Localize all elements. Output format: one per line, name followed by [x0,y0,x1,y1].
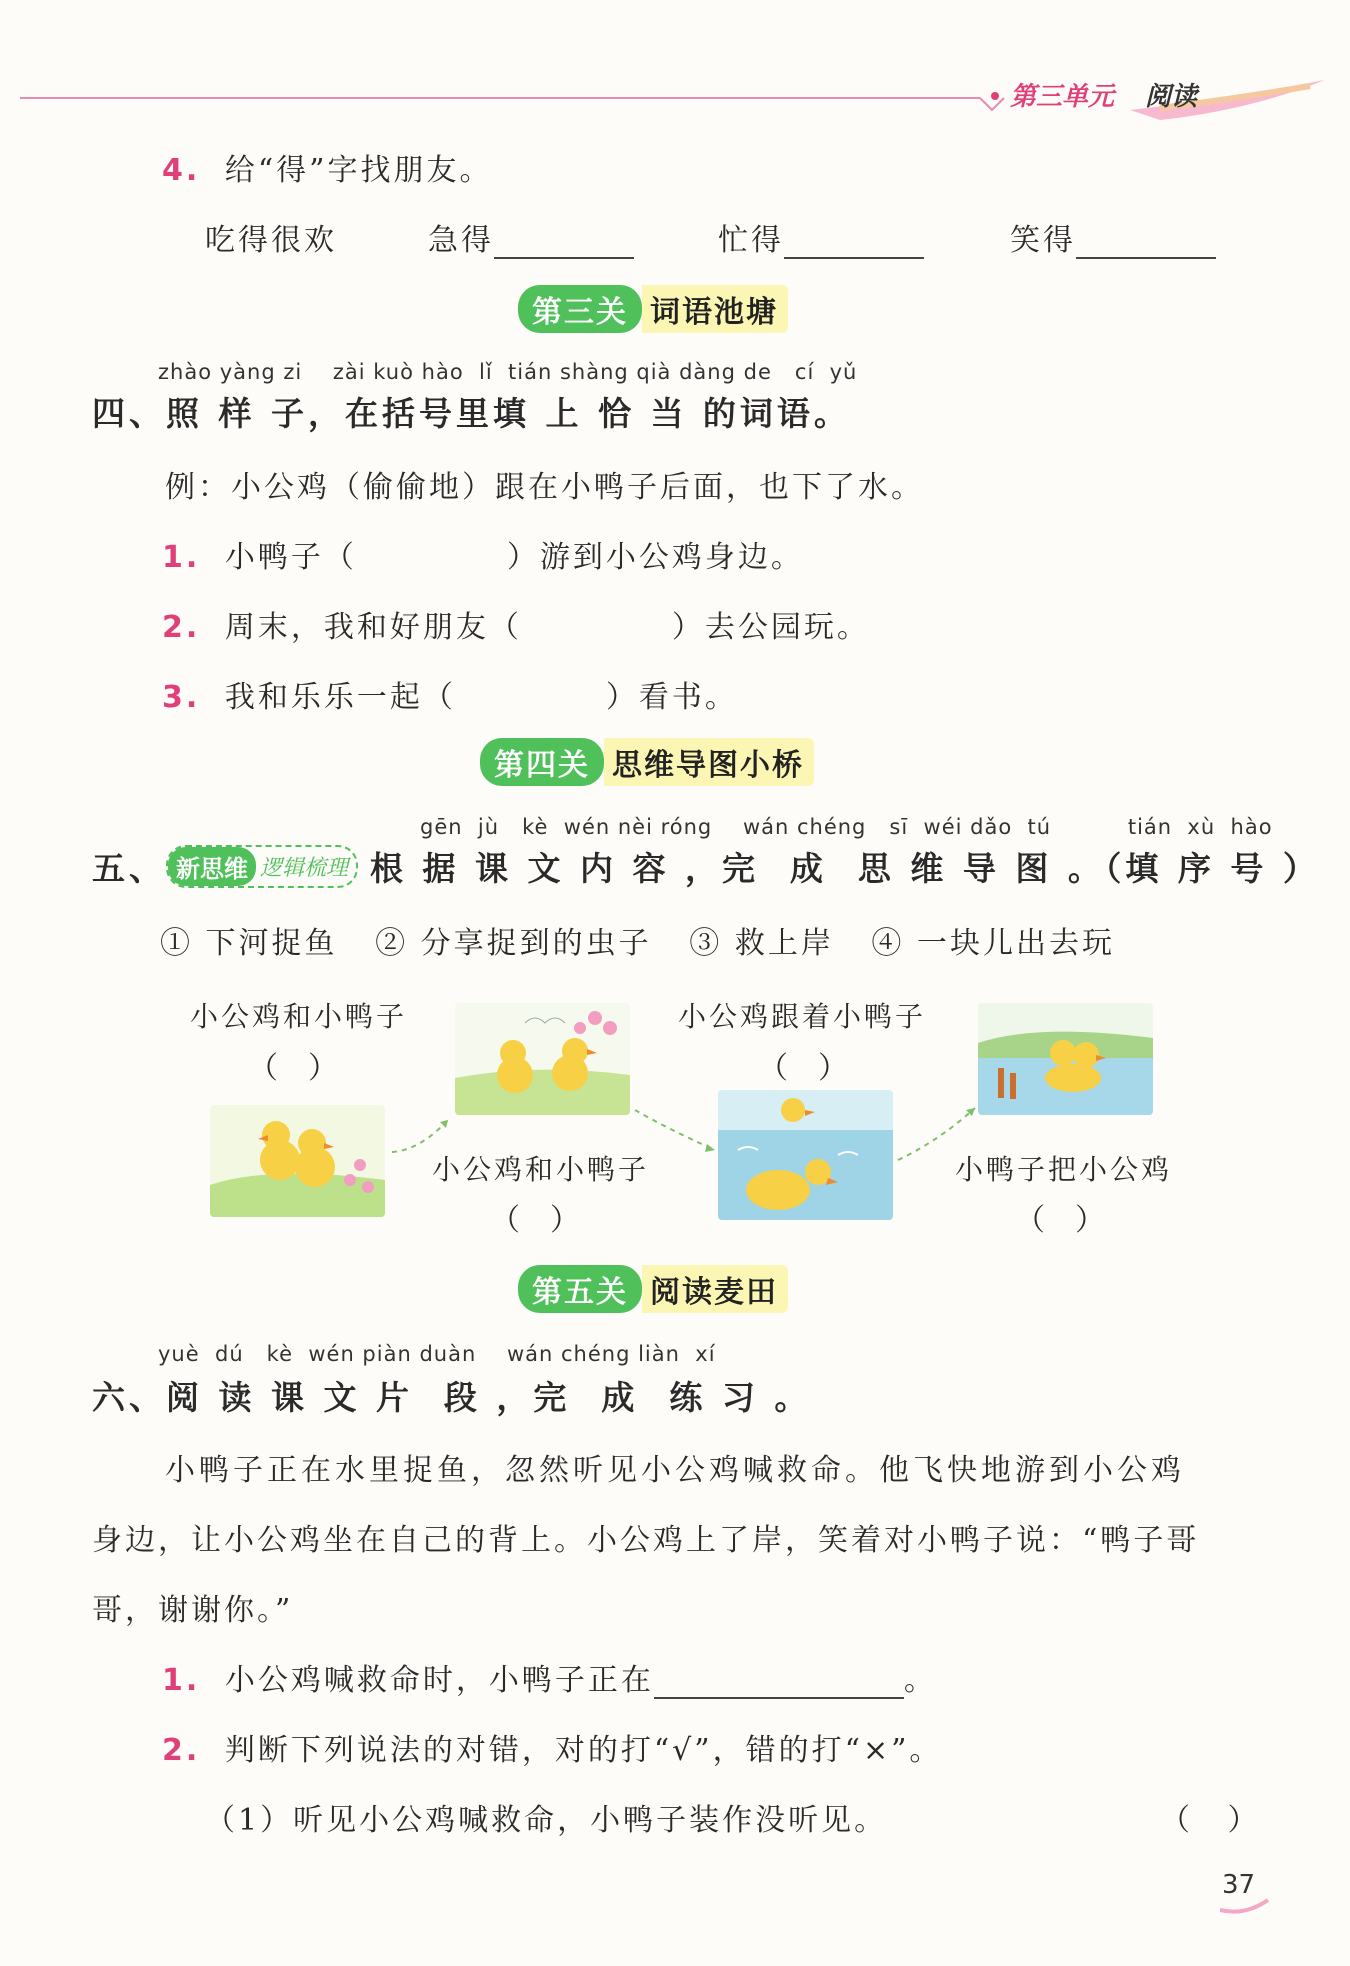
q4-line [162,145,493,189]
item-number: 2. [162,610,201,645]
section5-pinyin: gēn jù kè wén nèi róng wán chéng sī wéi dǎo tú tián xù hào [420,815,1273,839]
q4-item-label: 急得 [428,223,494,258]
item-after: ）游到小公鸡身边。 [506,540,804,575]
section4-item-2 [162,602,870,646]
tag-b: 逻辑梳理 [260,856,349,881]
mindmap-label-4: 小鸭子把小公鸡 [955,1153,1173,1186]
level4-name: 思维导图小桥 [604,738,814,786]
section6-q2 [162,1725,942,1769]
level3-name: 词语池塘 [642,285,788,333]
passage-line-3: 哥，谢谢你。” [92,1593,294,1628]
q4-answer-blank-2[interactable] [784,257,924,259]
q2-text: 判断下列说法的对错，对的打“√”，错的打“×”。 [224,1733,943,1768]
section4-pinyin: zhào yàng zi zài kuò hào lǐ tián shàng qià dàng de cí yǔ [158,360,858,384]
new-thinking-tag [166,845,358,888]
section6-title: 六、阅 读 课 文 片 段 ，完 成 练 习 。 [92,1378,812,1417]
level5-badge: 第五关 [518,1265,642,1313]
section5-title-line [92,843,1320,890]
level4-banner [480,738,814,786]
q4-answer-blank-3[interactable] [1076,257,1216,259]
passage-line-1: 小鸭子正在水里捉鱼，忽然听见小公鸡喊救命。他飞快地游到小公鸡 [165,1453,1185,1488]
q1-number: 1. [162,1663,201,1698]
level3-banner [518,285,788,333]
q1-answer-blank[interactable] [654,1697,904,1699]
mindmap-answer-1[interactable]: （） [248,1051,368,1086]
mindmap-answer-4[interactable]: （） [1015,1203,1135,1238]
mindmap-answer-3[interactable]: （） [758,1051,878,1086]
q4-item-3 [1010,215,1216,259]
level5-banner [518,1265,788,1313]
q4-number: 4. [162,153,201,188]
section4-example: 例：小公鸡（偷偷地）跟在小鸭子后面，也下了水。 [165,470,924,505]
q4-example: 吃得很欢 [205,223,337,258]
header-subject: 阅读 [1145,82,1198,112]
q4-item-1 [428,215,634,259]
header-bar [20,60,1330,120]
header-line [20,60,1330,120]
page-number: 37 [1222,1870,1256,1900]
mindmap-label-1: 小公鸡和小鸭子 [190,1000,408,1033]
item-after: ）去公园玩。 [671,610,870,645]
level4-badge: 第四关 [480,738,604,786]
q4-item-2 [718,215,924,259]
mindmap-arrows [380,1070,1280,1230]
q2-number: 2. [162,1733,201,1768]
section4-title: 四、照 样 子，在括号里填 上 恰 当 的词语。 [92,394,851,433]
q2-1-answer[interactable]: （ ） [1160,1803,1272,1838]
section5-prefix: 五、 [92,849,166,888]
q1-text: 小公鸡喊救命时，小鸭子正在 [224,1663,654,1698]
header-unit: 第三单元 [1010,82,1115,112]
duck-chick-walking-picture [210,1105,385,1217]
q4-item-label: 笑得 [1010,223,1076,258]
section4-item-1 [162,532,804,576]
q4-item-label: 忙得 [718,223,784,258]
page-number-swoosh [1220,1898,1270,1918]
picture-art [210,1105,385,1217]
q4-answer-blank-1[interactable] [494,257,634,259]
section5-options: ① 下河捉鱼 ② 分享捉到的虫子 ③ 救上岸 ④ 一块儿出去玩 [160,926,1115,961]
section5-title: 根 据 课 文 内 容 ，完 成 思 维 导 图 。（填 序 号 ） [370,849,1320,888]
q4-text: 给“得”字找朋友。 [224,153,493,188]
mindmap-label-2: 小公鸡和小鸭子 [432,1153,650,1186]
level5-name: 阅读麦田 [642,1265,788,1313]
item-number: 1. [162,540,201,575]
item-before: 小鸭子（ [224,540,357,575]
tag-a: 新思维 [168,847,256,886]
passage-line-2: 身边，让小公鸡坐在自己的背上。小公鸡上了岸，笑着对小鸭子说：“鸭子哥 [92,1523,1200,1558]
q1-end: 。 [903,1663,937,1698]
section6-q2-1: （1）听见小公鸡喊救命，小鸭子装作没听见。 [205,1803,888,1838]
item-before: 我和乐乐一起（ [224,680,456,715]
section6-q1 [162,1655,937,1699]
level3-badge: 第三关 [518,285,642,333]
item-number: 3. [162,680,201,715]
item-before: 周末，我和好朋友（ [224,610,522,645]
section4-item-3 [162,672,738,716]
mindmap-answer-2[interactable]: （） [490,1203,610,1238]
item-after: ）看书。 [605,680,738,715]
section6-pinyin: yuè dú kè wén piàn duàn wán chéng liàn xí [158,1342,716,1366]
mindmap-label-3: 小公鸡跟着小鸭子 [678,1000,927,1033]
